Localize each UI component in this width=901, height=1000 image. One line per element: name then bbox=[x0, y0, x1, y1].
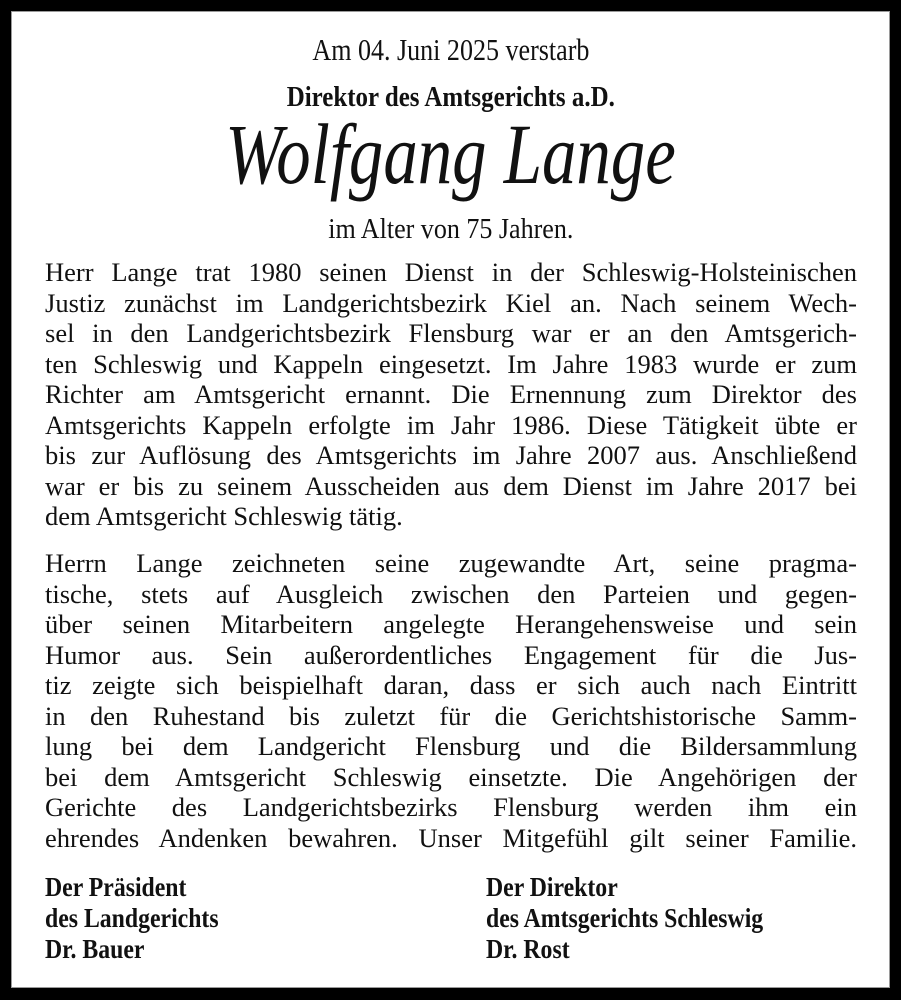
text-line: Gerichte des Landgerichtsbezirks Flensburg werden ihm ein bbox=[45, 792, 857, 822]
announcement-text: Am 04. Juni 2025 verstarb bbox=[311, 32, 590, 67]
text-line: tische, stets auf Ausgleich zwischen den Parteien und gegen- bbox=[45, 578, 857, 609]
signature-name: Dr. Rost bbox=[486, 934, 570, 964]
signature-title: Der Präsident bbox=[45, 872, 187, 902]
age-text: im Alter von 75 Jahren. bbox=[327, 214, 574, 245]
text-line: Justiz zunächst im Landgerichtsbezirk Kiel an. Nach seinem Wech- bbox=[45, 287, 857, 318]
text-line: war er bis zu seinem Ausscheiden aus dem Dienst im Jahre 2017 bei bbox=[45, 470, 857, 501]
death-announcement bbox=[0, 30, 901, 70]
signature-amtsgericht bbox=[486, 872, 801, 965]
text-line: über seinen Mitarbeitern angelegte Herangehensweise und sein bbox=[45, 609, 857, 639]
signature-institution: des Amtsgerichts Schleswig bbox=[486, 903, 764, 933]
text-line: bei dem Amtsgericht Schleswig einsetzte. Die Angehörigen der bbox=[45, 761, 857, 792]
signature-title: Der Direktor bbox=[486, 872, 618, 902]
signature-landgericht bbox=[45, 872, 242, 965]
text-line: bis zur Auflösung des Amtsgerichts im Jahre 2007 aus. Anschließend bbox=[45, 440, 857, 470]
text-line: Herrn Lange zeichneten seine zugewandte Art, seine pragma- bbox=[45, 548, 857, 578]
tribute-paragraph bbox=[45, 548, 857, 853]
deceased-name bbox=[0, 104, 901, 204]
text-line: Humor aus. Sein außerordentliches Engagement für die Jus- bbox=[45, 639, 857, 670]
text-line: sel in den Landgerichtsbezirk Flensburg war er an den Amtsgerich- bbox=[45, 318, 857, 348]
text-line: Amtsgerichts Kappeln erfolgte im Jahr 1986. Diese Tätigkeit übte er bbox=[45, 409, 857, 440]
text-line: lung bei dem Landgericht Flensburg und die Bildersammlung bbox=[45, 731, 857, 761]
text-line: ten Schleswig und Kappeln eingesetzt. Im Jahre 1983 wurde er zum bbox=[45, 348, 857, 379]
name-text: Wolfgang Lange bbox=[225, 106, 676, 202]
role-text: Direktor des Amtsgerichts a.D. bbox=[286, 81, 615, 113]
text-line: dem Amtsgericht Schleswig tätig. bbox=[45, 501, 403, 531]
text-line: Herr Lange trat 1980 seinen Dienst in der Schleswig-Holsteinischen bbox=[45, 257, 857, 287]
text-line: Richter am Amtsgericht ernannt. Die Ernennung zum Direktor des bbox=[45, 379, 857, 409]
text-line: in den Ruhestand bis zuletzt für die Gerichtshistorische Samm- bbox=[45, 700, 857, 731]
signature-institution: des Landgerichts bbox=[45, 903, 219, 933]
signature-name: Dr. Bauer bbox=[45, 934, 145, 964]
biography-paragraph bbox=[45, 257, 857, 532]
age-line bbox=[0, 212, 901, 248]
text-line: ehrendes Andenken bewahren. Unser Mitgefühl gilt seiner Familie. bbox=[45, 822, 857, 853]
text-line: tiz zeigte sich beispielhaft daran, dass er sich auch nach Eintritt bbox=[45, 670, 857, 700]
